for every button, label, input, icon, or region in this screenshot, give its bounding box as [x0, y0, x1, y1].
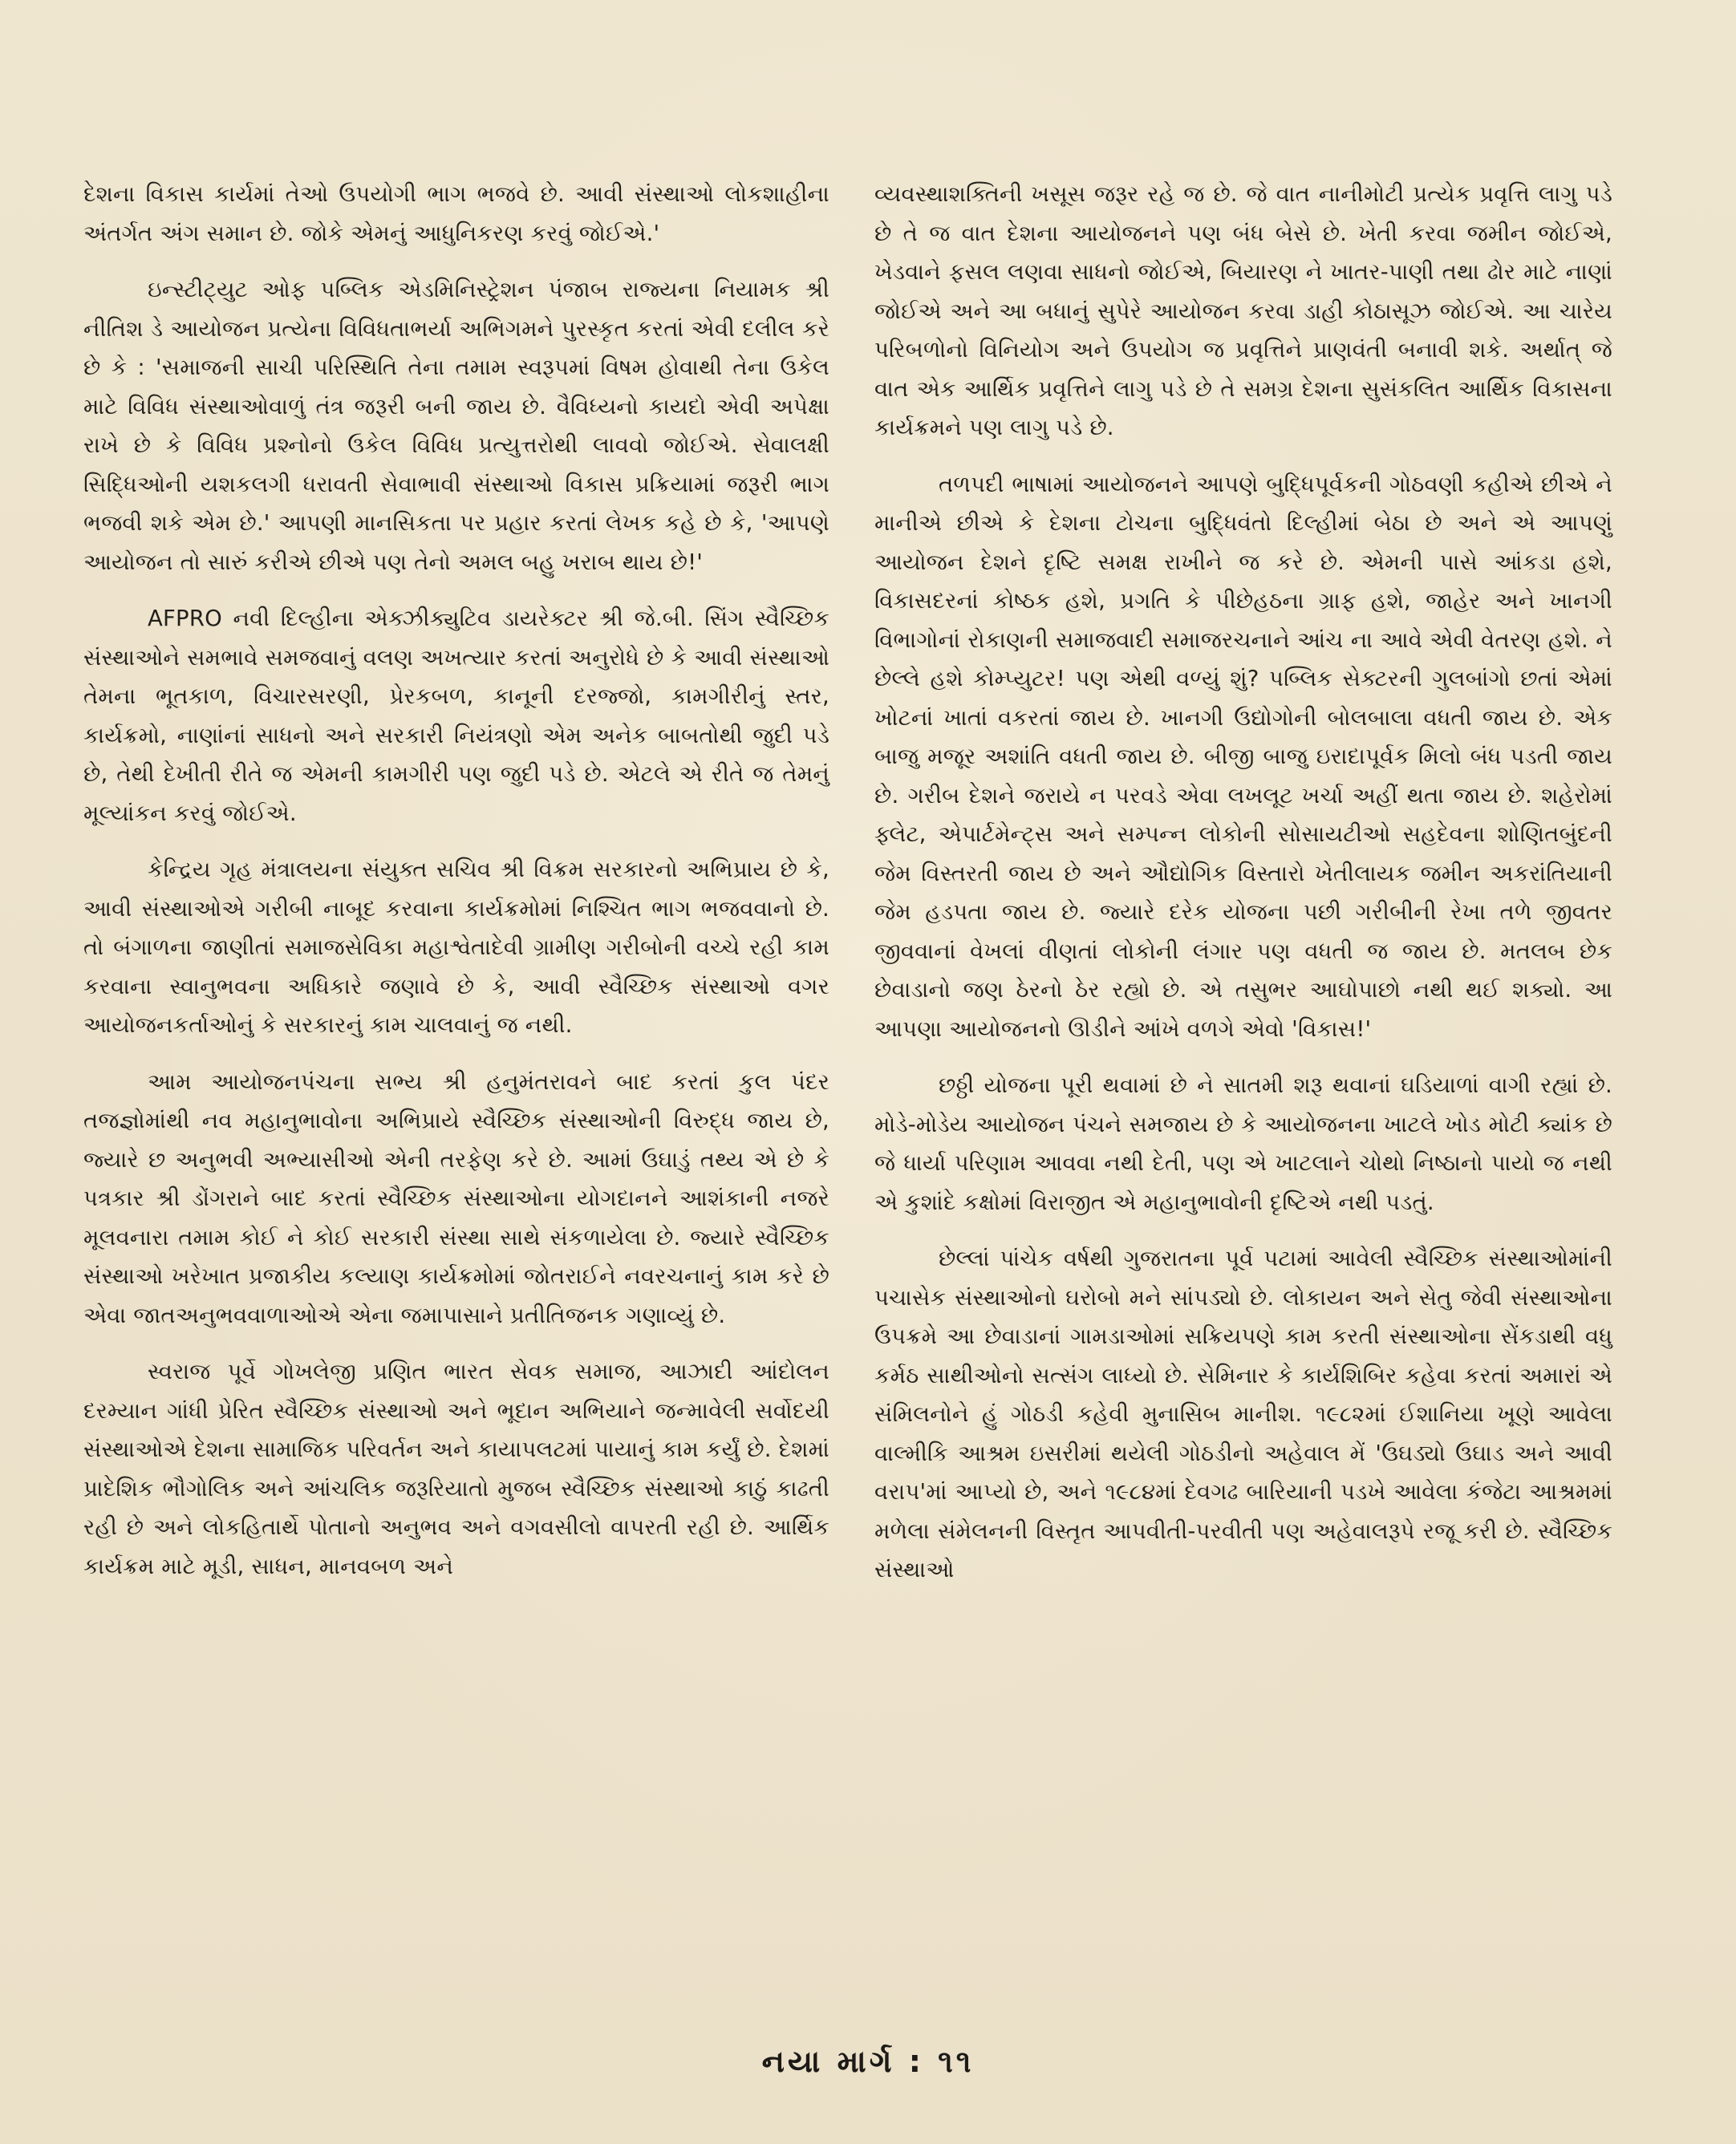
paragraph: દેશના વિકાસ કાર્યમાં તેઓ ઉપયોગી ભાગ ભજવે છે. આવી સંસ્થાઓ લોકશાહીના અંતર્ગત અંગ સમાન છે. જોકે એમનું આધુનિકરણ કરવું જોઈએ.': [83, 181, 829, 246]
paragraph: કેન્દ્રિય ગૃહ મંત્રાલયના સંયુક્ત સચિવ શ્રી વિક્રમ સરકારનો અભિપ્રાય છે કે, આવી સંસ્થાઓએ ગરીબી નાબૂદ કરવાના કાર્યક્રમોમાં નિશ્ચિત ભાગ ભજવવાનો છે. તો બંગાળના જાણીતાં સમાજસેવિકા મહાશ્વેતાદેવી ગ્રામીણ ગરીબોની વચ્ચે રહી કામ કરવાના સ્વાનુભવના અધિકારે જણાવે છે કે, આવી સ્વૈચ્છિક સંસ્થાઓ વગર આયોજનકર્તાઓનું કે સરકારનું કામ ચાલવાનું જ નથી.: [83, 857, 829, 1038]
paragraph: છેલ્લાં પાંચેક વર્ષથી ગુજરાતના પૂર્વ પટામાં આવેલી સ્વૈચ્છિક સંસ્થાઓમાંની પચાસેક સંસ્થાઓનો ઘરોબો મને સાંપડ્યો છે. લોકાયન અને સેતુ જેવી સંસ્થાઓના ઉપક્રમે આ છેવાડાનાં ગામડાઓમાં સક્રિયપણે કામ કરતી સંસ્થાઓના સેંકડાથી વધુ કર્મઠ સાથીઓનો સત્સંગ લાધ્યો છે. સેમિનાર કે કાર્યશિબિર કહેવા કરતાં અમારાં એ સંમિલનોને હું ગોઠડી કહેવી મુનાસિબ માનીશ. ૧૯૮૨માં ઈશાનિયા ખૂણે આવેલા વાલ્મીકિ આશ્રમ ઇસરીમાં થયેલી ગોઠડીનો અહેવાલ મેં 'ઉઘડ્યો ઉઘાડ અને આવી વરાપ'માં આપ્યો છે, અને ૧૯૮૪માં દેવગઢ બારિયાની પડખે આવેલા કંજેટા આશ્રમમાં મળેલા સંમેલનની વિસ્તૃત આપવીતી-પરવીતી પણ અહેવાલરૂપે રજૂ કરી છે. સ્વૈચ્છિક સંસ્થાઓ: [874, 1246, 1612, 1583]
left-column: [83, 175, 829, 1603]
page-footer: નયા માર્ગ : ૧૧: [761, 2044, 975, 2079]
paragraph: સ્વરાજ પૂર્વે ગોખલેજી પ્રણિત ભારત સેવક સમાજ, આઝાદી આંદોલન દરમ્યાન ગાંધી પ્રેરિત સ્વૈચ્છિક સંસ્થાઓ અને ભૂદાન અભિયાને જન્માવેલી સર્વોદયી સંસ્થાઓએ દેશના સામાજિક પરિવર્તન અને કાયાપલટમાં પાયાનું કામ કર્યું છે. દેશમાં પ્રાદેશિક ભૌગોલિક અને આંચલિક જરૂરિયાતો મુજબ સ્વૈચ્છિક સંસ્થાઓ કાઠું કાઢતી રહી છે અને લોકહિતાર્થે પોતાનો અનુભવ અને વગવસીલો વાપરતી રહી છે. આર્થિક કાર્યક્રમ માટે મૂડી, સાધન, માનવબળ અને: [83, 1359, 829, 1579]
paragraph: છઠ્ઠી યોજના પૂરી થવામાં છે ને સાતમી શરૂ થવાનાં ઘડિયાળાં વાગી રહ્યાં છે. મોડે-મોડેય આયોજન પંચને સમજાય છે કે આયોજનના ખાટલે ખોડ મોટી ક્યાંક છે જે ધાર્યા પરિણામ આવવા નથી દેતી, પણ એ ખાટલાને ચોથો નિષ્ઠાનો પાયો જ નથી એ કુશાંદે કક્ષોમાં વિરાજીત એ મહાનુભાવોની દૃષ્ટિએ નથી પડતું.: [874, 1072, 1612, 1215]
paragraph: AFPRO નવી દિલ્હીના એક્ઝીક્યુટિવ ડાયરેક્ટર શ્રી જે.બી. સિંગ સ્વૈચ્છિક સંસ્થાઓને સમભાવે સમજવાનું વલણ અખત્યાર કરતાં અનુરોધે છે કે આવી સંસ્થાઓ તેમના ભૂતકાળ, વિચારસરણી, પ્રેરકબળ, કાનૂની દરજ્જો, કામગીરીનું સ્તર, કાર્યક્રમો, નાણાંનાં સાધનો અને સરકારી નિયંત્રણો એમ અનેક બાબતોથી જુદી પડે છે, તેથી દેખીતી રીતે જ એમની કામગીરી પણ જુદી પડે છે. એટલે એ રીતે જ તેમનું મૂલ્યાંકન કરવું જોઈએ.: [83, 606, 829, 826]
paragraph: વ્યવસ્થાશક્તિની ખસૂસ જરૂર રહે જ છે. જે વાત નાનીમોટી પ્રત્યેક પ્રવૃત્તિ લાગુ પડે છે તે જ વાત દેશના આયોજનને પણ બંધ બેસે છે. ખેતી કરવા જમીન જોઈએ, ખેડવાને ફસલ લણવા સાધનો જોઈએ, બિયારણ ને ખાતર-પાણી તથા ઢોર માટે નાણાં જોઈએ અને આ બધાનું સુપેરે આયોજન કરવા ડાહી કોઠાસૂઝ જોઈએ. આ ચારેય પરિબળોનો વિનિયોગ અને ઉપયોગ જ પ્રવૃત્તિને પ્રાણવંતી બનાવી શકે. અર્થાત્ જે વાત એક આર્થિક પ્રવૃત્તિને લાગુ પડે છે તે સમગ્ર દેશના સુસંકલિત આર્થિક વિકાસના કાર્યક્રમને પણ લાગુ પડે છે.: [874, 181, 1612, 440]
paragraph: તળપદી ભાષામાં આયોજનને આપણે બુદ્ધિપૂર્વકની ગોઠવણી કહીએ છીએ ને માનીએ છીએ કે દેશના ટોચના બુદ્ધિવંતો દિલ્હીમાં બેઠા છે અને એ આપણું આયોજન દેશને દૃષ્ટિ સમક્ષ રાખીને જ કરે છે. એમની પાસે આંકડા હશે, વિકાસદરનાં કોષ્ઠક હશે, પ્રગતિ કે પીછેહઠના ગ્રાફ હશે, જાહેર અને ખાનગી વિભાગોનાં રોકાણની સમાજવાદી સમાજરચનાને આંચ ના આવે એવી વેતરણ હશે. ને છેલ્લે હશે કોમ્પ્યુટર! પણ એથી વળ્યું શું? પબ્લિક સેક્ટરની ગુલબાંગો છતાં એમાં ખોટનાં ખાતાં વકરતાં જાય છે. ખાનગી ઉદ્યોગોની બોલબાલા વધતી જાય છે. એક બાજુ મજૂર અશાંતિ વધતી જાય છે. બીજી બાજુ ઇરાદાપૂર્વક મિલો બંધ પડતી જાય છે. ગરીબ દેશને જરાયે ન પરવડે એવા લખલૂટ ખર્ચા અહીં થતા જાય છે. શહેરોમાં ફ્લેટ, એપાર્ટમેન્ટ્સ અને સમ્પન્ન લોકોની સોસાયટીઓ સહદેવના શોણિતબુંદની જેમ વિસ્તરતી જાય છે અને ઔદ્યોગિક વિસ્તારો ખેતીલાયક જમીન અકરાંતિયાની જેમ હડપતા જાય છે. જ્યારે દરેક યોજના પછી ગરીબીની રેખા તળે જીવતર જીવવાનાં વેખલાં વીણતાં લોકોની લંગાર પણ વધતી જ જાય છે. મતલબ છેક છેવાડાનો જણ ઠેરનો ઠેર રહ્યો છે. એ તસુભર આઘોપાછો નથી થઈ શક્યો. આ આપણા આયોજનનો ઊડીને આંખે વળગે એવો 'વિકાસ!': [874, 471, 1612, 1042]
paragraph: ઇન્સ્ટીટ્યુટ ઓફ પબ્લિક એડમિનિસ્ટ્રેશન પંજાબ રાજ્યના નિયામક શ્રી નીતિશ ડે આયોજન પ્રત્યેના વિવિધતાભર્યા અભિગમને પુરસ્કૃત કરતાં એવી દલીલ કરે છે કે : 'સમાજની સાચી પરિસ્થિતિ તેના તમામ સ્વરૂપમાં વિષમ હોવાથી તેના ઉકેલ માટે વિવિધ સંસ્થાઓવાળું તંત્ર જરૂરી બની જાય છે. વૈવિધ્યનો કાયદો એવી અપેક્ષા રાખે છે કે વિવિધ પ્રશ્નોનો ઉકેલ વિવિધ પ્રત્યુત્તરોથી લાવવો જોઈએ. સેવાલક્ષી સિદ્ધિઓની યશકલગી ધરાવતી સેવાભાવી સંસ્થાઓ વિકાસ પ્રક્રિયામાં જરૂરી ભાગ ભજવી શકે એમ છે.' આપણી માનસિકતા પર પ્રહાર કરતાં લેખક કહે છે કે, 'આપણે આયોજન તો સારું કરીએ છીએ પણ તેનો અમલ બહુ ખરાબ થાય છે!': [83, 277, 829, 575]
right-column: [874, 175, 1612, 1607]
paragraph: આમ આયોજનપંચના સભ્ય શ્રી હનુમંતરાવને બાદ કરતાં કુલ પંદર તજજ્ઞોમાંથી નવ મહાનુભાવોના અભિપ્રાયે સ્વૈચ્છિક સંસ્થાઓની વિરુદ્ધ જાય છે, જ્યારે છ અનુભવી અભ્યાસીઓ એની તરફેણ કરે છે. આમાં ઉઘાડું તથ્ય એ છે કે પત્રકાર શ્રી ડોંગરાને બાદ કરતાં સ્વૈચ્છિક સંસ્થાઓના યોગદાનને આશંકાની નજરે મૂલવનારા તમામ કોઈ ને કોઈ સરકારી સંસ્થા સાથે સંકળાયેલા છે. જ્યારે સ્વૈચ્છિક સંસ્થાઓ ખરેખાત પ્રજાકીય કલ્યાણ કાર્યક્રમોમાં જોતરાઈને નવરચનાનું કામ કરે છે એવા જાતઅનુભવવાળાઓએ એના જમાપાસાને પ્રતીતિજનક ગણાવ્યું છે.: [83, 1068, 829, 1328]
